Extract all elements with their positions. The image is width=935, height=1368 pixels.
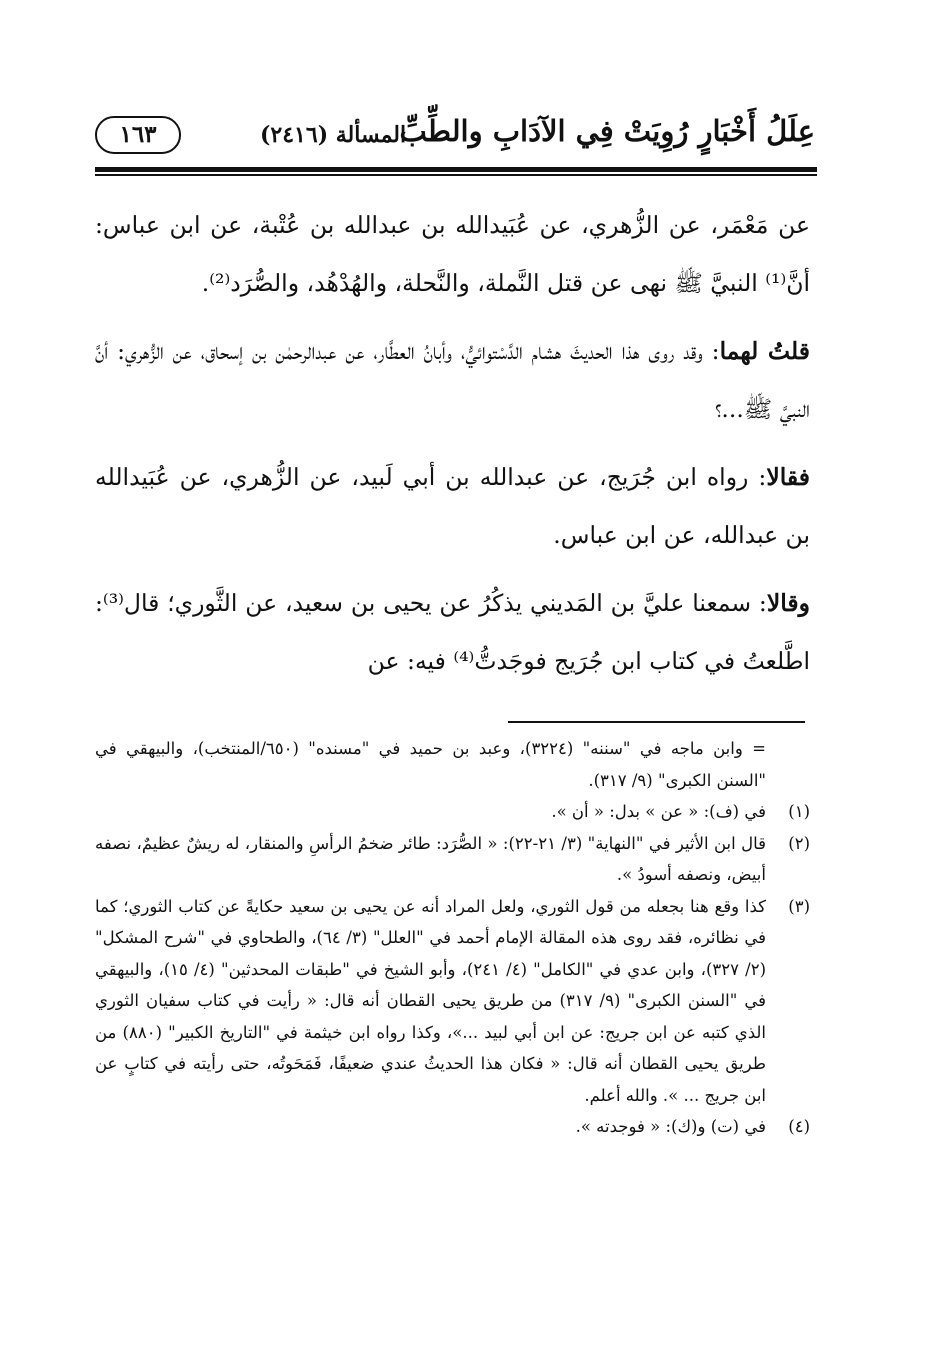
footnote-item	[95, 891, 810, 1112]
footnote-number: (١)	[788, 802, 810, 821]
footnote-item	[95, 1111, 810, 1143]
footnote-number: (٢)	[788, 833, 810, 853]
footnotes	[95, 733, 810, 1143]
header-rule-thick	[95, 167, 817, 172]
paragraph-2-text: : وقد روى هذا الحديثَ هشام الدَّسْتوائيُّ، وأبانُ العطَّار، عن عبدالرحمٰن بن إسحاق، عن الزُّهري: أنَّ النبيَّ ﷺ...؟	[95, 337, 810, 423]
footnote-text: كذا وقع هنا بجعله من قول الثوري، ولعل المراد أنه عن يحيى بن سعيد حكايةً عن كتاب الثوري؛ كما في نظائره، فقد روى هذه المقالة الإمام أحمد في "العلل" (٣/ ٦٤)، والطحاوي في "شرح المشكل" (٢/ ٣٢٧)، وابن عدي في "الكامل" (٤/ ٢٤١)، وأبو الشيخ في "طبقات المحدثين" (٤/ ١٥)، والبيهقي في "السنن الكبرى" (٩/ ٣١٧) من طريق يحيى القطان أنه قال: « رأيت في كتاب سفيان الثوري الذي كتبه عن ابن جريج: عن ابن أبي لبيد ...»، وكذا رواه ابن خيثمة في "التاريخ الكبير" (٨٨٠) من طريق يحيى القطان أنه قال: « فكان هذا الحديثُ عندي ضعيفًا، فَمَحَوتُه، حتى رأيته في كتابٍ عن ابن جريج ... ». والله أعلم.	[95, 896, 766, 1105]
footnote-item	[95, 828, 810, 891]
paragraph-1	[95, 196, 810, 312]
header-rule-thin	[95, 174, 817, 176]
footnote-separator	[508, 721, 805, 723]
footnote-item	[95, 796, 810, 828]
issue-label: المسألة (٢٤١٦)	[260, 122, 407, 148]
footnote-continuation: = وابن ماجه في "سننه" (٣٢٢٤)، وعبد بن حميد في "مسنده" (٦٥٠/المنتخب)، والبيهقي في "السنن الكبرى" (٩/ ٣١٧).	[95, 739, 766, 790]
paragraph-4-text: : سمعنا عليَّ بن المَديني يذكُرُ عن يحيى بن سعيد، عن الثَّوري؛ قال⁽³⁾: اطَّلعتُ في كتاب ابن جُرَيج فوجَدتُّ⁽⁴⁾ فيه: عن	[95, 589, 810, 675]
paragraph-4-lead: وقالا	[766, 589, 810, 617]
paragraph-3	[95, 448, 810, 564]
paragraph-3-text: : رواه ابن جُرَيج، عن عبدالله بن أبي لَبيد، عن الزُّهري، عن عُبَيدالله بن عبدالله، عن ابن عباس.	[95, 463, 810, 549]
footnote-text: في (ت) و(ك): « فوجدته ».	[575, 1117, 766, 1136]
book-title: عِلَلُ أَخْبَارٍ رُوِيَتْ فِي الآدَابِ والطِّبِّ	[399, 114, 815, 148]
running-header	[95, 110, 815, 162]
footnote-number: (٤)	[788, 1117, 810, 1136]
paragraph-4	[95, 574, 810, 690]
page-number-badge: ١٦٣	[95, 116, 181, 154]
footnote-text: قال ابن الأثير في "النهاية" (٣/ ٢١-٢٢): « الصُّرَد: طائر ضخمُ الرأسِ والمنقار، له ريشٌ عظيمٌ، نصفه أبيض، ونصفه أسودُ ».	[95, 833, 767, 884]
paragraph-1-text: عن مَعْمَر، عن الزُّهري، عن عُبَيدالله بن عبدالله بن عُتْبة، عن ابن عباس: أنَّ⁽¹⁾ النبيَّ ﷺ نهى عن قتل النَّملة، والنَّحلة، والهُدْهُد، والصُّرَد⁽²⁾.	[95, 211, 810, 297]
footnote-number: (٣)	[788, 896, 810, 916]
paragraph-2	[95, 322, 810, 438]
footnote-text: في (ف): « عن » بدل: « أن ».	[551, 802, 766, 821]
paragraph-3-lead: فقالا	[766, 463, 810, 491]
main-text	[95, 196, 810, 690]
paragraph-2-lead: قلتُ لهما	[719, 337, 810, 365]
